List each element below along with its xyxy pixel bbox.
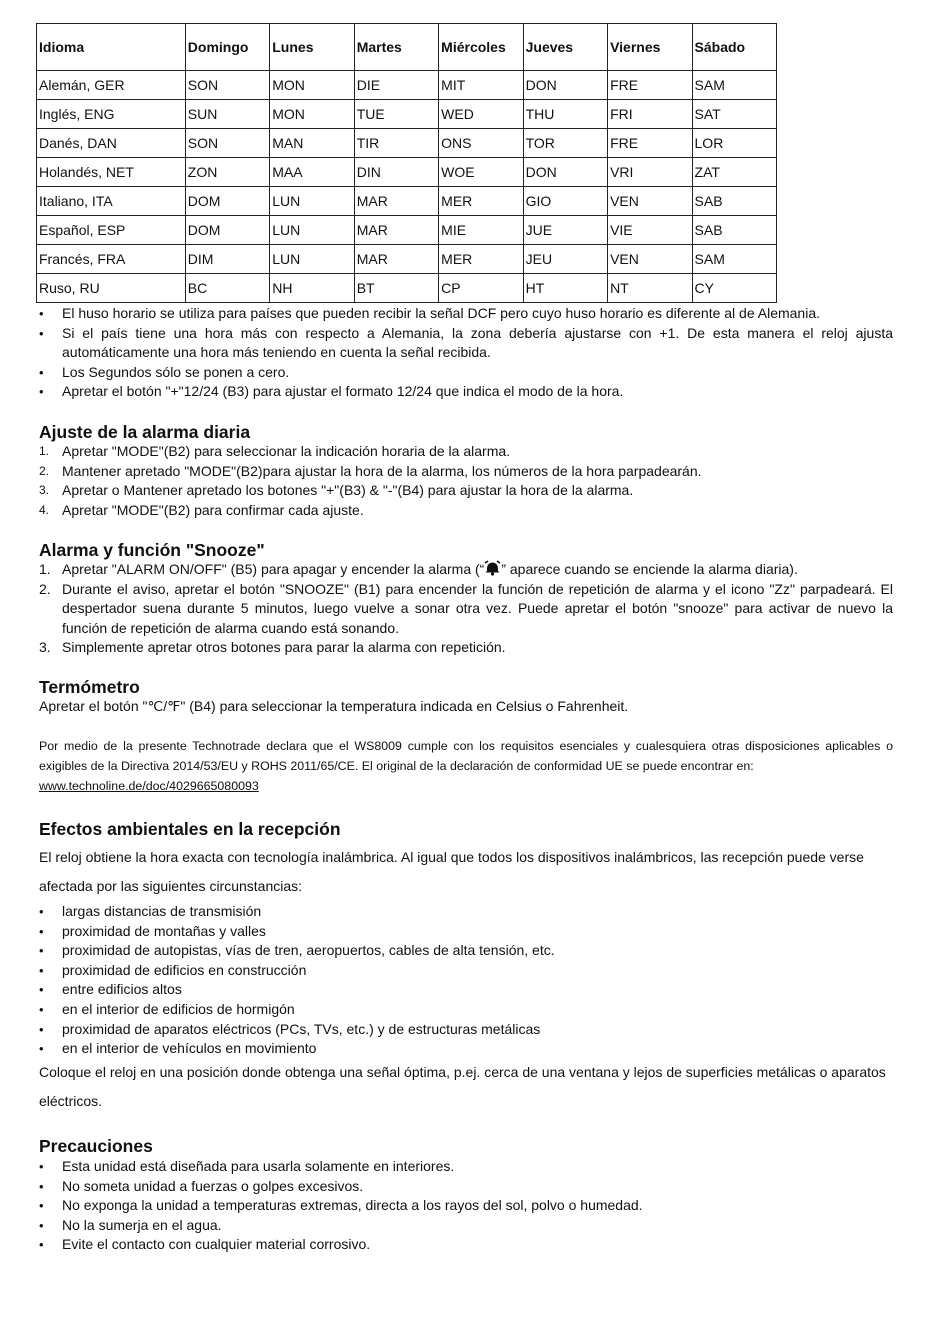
table-cell: VEN — [608, 187, 692, 216]
table-cell: FRE — [608, 71, 692, 100]
step-number: 2. — [39, 463, 50, 478]
table-cell: Inglés, ENG — [37, 100, 186, 129]
list-item: • proximidad de montañas y valles — [39, 922, 893, 942]
step-text: Simplemente apretar otros botones para parar la alarma con repetición. — [62, 639, 506, 656]
table-header-cell: Domingo — [185, 24, 269, 71]
table-cell: MON — [270, 71, 354, 100]
step-text: Durante el aviso, apretar el botón "SNOOZE" (B1) para encender la función de repetición de alarma y el icono "Zz" parpadeará. El despertador suena durante 5 minutos, luego vuelve a sonar otra vez. Puede apretar el botón "snooze" para activar de nuevo la función de repetición de alarma cuando está sonando. — [62, 580, 893, 636]
step-number: 1. — [39, 444, 50, 458]
table-cell: SAM — [692, 245, 776, 274]
table-cell: NT — [608, 274, 692, 303]
table-body — [37, 71, 777, 303]
section-title-alarm-setting: Ajuste de la alarma diaria — [39, 422, 251, 442]
table-cell: WOE — [439, 158, 523, 187]
list-item: • proximidad de autopistas, vías de tren, aeropuertos, cables de alta tensión, etc. — [39, 941, 893, 961]
alarm-bell-icon — [484, 560, 501, 576]
declaration-link[interactable]: www.technoline.de/doc/4029665080093 — [39, 779, 259, 793]
list-item: • No someta unidad a fuerzas o golpes excesivos. — [39, 1177, 893, 1197]
table-cell: JEU — [523, 245, 607, 274]
step-number: 3. — [39, 483, 50, 498]
table-cell: Alemán, GER — [37, 71, 186, 100]
table-header-cell: Martes — [354, 24, 438, 71]
table-cell: SAB — [692, 187, 776, 216]
list-item: • Los Segundos sólo se ponen a cero. — [39, 363, 893, 383]
table-cell: THU — [523, 100, 607, 129]
table-cell: ONS — [439, 129, 523, 158]
table-row — [37, 245, 777, 274]
reception-outro — [39, 1058, 893, 1116]
step-text: Apretar "MODE"(B2) para confirmar cada ajuste. — [62, 501, 364, 518]
list-item — [39, 442, 893, 462]
table-cell: CP — [439, 274, 523, 303]
list-item — [39, 560, 893, 580]
step-number: 3. — [39, 639, 51, 656]
section-title-precautions: Precauciones — [39, 1136, 153, 1156]
declaration-text: Por medio de la presente Technotrade declara que el WS8009 cumple con los requisitos esenciales y cualesquiera otras disposiciones aplicables o exigibles de la Directiva 2014/53/EU y ROHS 2011/65/CE. El original de la declaración de conformidad UE se puede encontrar en: — [39, 739, 893, 773]
table-cell: WED — [439, 100, 523, 129]
table-cell: JUE — [523, 216, 607, 245]
table-cell: BC — [185, 274, 269, 303]
alarm-setting-steps — [39, 442, 893, 520]
table-cell: ZAT — [692, 158, 776, 187]
step-number: 4. — [39, 502, 50, 517]
step-text: Apretar "MODE"(B2) para seleccionar la indicación horaria de la alarma. — [62, 443, 511, 459]
reception-intro — [39, 843, 893, 901]
list-item: • Esta unidad está diseñada para usarla solamente en interiores. — [39, 1157, 893, 1177]
table-cell: VRI — [608, 158, 692, 187]
table-cell: DIM — [185, 245, 269, 274]
table-cell: MER — [439, 245, 523, 274]
table-cell: MON — [270, 100, 354, 129]
table-cell: TUE — [354, 100, 438, 129]
list-item: • Apretar el botón "+"12/24 (B3) para ajustar el formato 12/24 que indica el modo de la hora. — [39, 382, 893, 402]
list-item: • en el interior de vehículos en movimiento — [39, 1039, 893, 1059]
table-cell: Francés, FRA — [37, 245, 186, 274]
thermometer-text — [39, 697, 893, 717]
table-cell: MER — [439, 187, 523, 216]
list-item: • El huso horario se utiliza para países que pueden recibir la señal DCF pero cuyo huso horario es diferente al de Alemania. — [39, 304, 893, 324]
table-cell: HT — [523, 274, 607, 303]
table-cell: SAT — [692, 100, 776, 129]
list-item — [39, 462, 893, 482]
table-cell: NH — [270, 274, 354, 303]
table-cell: SON — [185, 129, 269, 158]
list-item: • proximidad de edificios en construcción — [39, 961, 893, 981]
paragraph: Coloque el reloj en una posición donde obtenga una señal óptima, p.ej. cerca de una ventana y lejos de superficies metálicas o aparatos eléctricos. — [39, 1064, 886, 1109]
table-cell: DOM — [185, 187, 269, 216]
precautions-bullets — [39, 1157, 893, 1255]
list-item — [39, 481, 893, 501]
table-cell: Holandés, NET — [37, 158, 186, 187]
list-item: • proximidad de aparatos eléctricos (PCs, TVs, etc.) y de estructuras metálicas — [39, 1020, 893, 1040]
table-cell: MAR — [354, 216, 438, 245]
table-header-row — [37, 24, 777, 71]
table-cell: LUN — [270, 216, 354, 245]
table-cell: MAA — [270, 158, 354, 187]
table-cell: VIE — [608, 216, 692, 245]
table-cell: LUN — [270, 187, 354, 216]
table-cell: MAR — [354, 245, 438, 274]
table-cell: SAM — [692, 71, 776, 100]
table-cell: Italiano, ITA — [37, 187, 186, 216]
step-text: Apretar "ALARM ON/OFF" (B5) para apagar y encender la alarma (“ — [62, 561, 485, 577]
table-row — [37, 71, 777, 100]
step-number: 1. — [39, 561, 51, 577]
table-cell: TOR — [523, 129, 607, 158]
table-row — [37, 158, 777, 187]
table-cell: SAB — [692, 216, 776, 245]
step-text: Apretar o Mantener apretado los botones "+"(B3) & "-"(B4) para ajustar la hora de la alarma. — [62, 482, 634, 499]
section-title-reception: Efectos ambientales en la recepción — [39, 819, 341, 839]
table-cell: MAN — [270, 129, 354, 158]
step-number: 2. — [39, 580, 51, 597]
table-header-cell: Viernes — [608, 24, 692, 71]
table-row — [37, 187, 777, 216]
table-cell: LUN — [270, 245, 354, 274]
list-item: • Si el país tiene una hora más con respecto a Alemania, la zona debería ajustarse con +1. De esta manera el reloj ajusta automáticamente una hora más teniendo en cuenta la señal recibida. — [39, 324, 893, 363]
paragraph: Apretar el botón "℃/℉" (B4) para seleccionar la temperatura indicada en Celsius o Fahrenheit. — [39, 698, 629, 714]
table-cell: MIT — [439, 71, 523, 100]
table-cell: MAR — [354, 187, 438, 216]
table-cell: FRI — [608, 100, 692, 129]
table-cell: DON — [523, 71, 607, 100]
list-item: • entre edificios altos — [39, 980, 893, 1000]
snooze-steps — [39, 560, 893, 658]
weekday-language-table — [36, 23, 777, 303]
table-row — [37, 100, 777, 129]
table-cell: Español, ESP — [37, 216, 186, 245]
table-cell: VEN — [608, 245, 692, 274]
list-item: • largas distancias de transmisión — [39, 902, 893, 922]
table-cell: GIO — [523, 187, 607, 216]
table-cell: Ruso, RU — [37, 274, 186, 303]
table-cell: MIE — [439, 216, 523, 245]
table-header-cell: Jueves — [523, 24, 607, 71]
table-cell: LOR — [692, 129, 776, 158]
table-cell: Danés, DAN — [37, 129, 186, 158]
table-cell: TIR — [354, 129, 438, 158]
section-title-snooze: Alarma y función "Snooze" — [39, 540, 265, 560]
table-row — [37, 129, 777, 158]
list-item — [39, 638, 893, 658]
table-cell: DON — [523, 158, 607, 187]
table-cell: ZON — [185, 158, 269, 187]
table-cell: DIN — [354, 158, 438, 187]
table-cell: CY — [692, 274, 776, 303]
list-item — [39, 580, 893, 639]
table-cell: SUN — [185, 100, 269, 129]
conformity-declaration — [39, 736, 893, 796]
table-row — [37, 274, 777, 303]
list-item — [39, 501, 893, 521]
paragraph: El reloj obtiene la hora exacta con tecnología inalámbrica. Al igual que todos los dispositivos inalámbricos, las recepción puede verse afectada por las siguientes circunstancias: — [39, 849, 864, 894]
list-item: • No la sumerja en el agua. — [39, 1216, 893, 1236]
table-cell: BT — [354, 274, 438, 303]
table-header-cell: Miércoles — [439, 24, 523, 71]
list-item: • No exponga la unidad a temperaturas extremas, directa a los rayos del sol, polvo o humedad. — [39, 1196, 893, 1216]
table-cell: DOM — [185, 216, 269, 245]
reception-bullets — [39, 902, 893, 1059]
timezone-notes — [39, 304, 893, 402]
section-title-thermometer: Termómetro — [39, 677, 140, 697]
table-cell: SON — [185, 71, 269, 100]
list-item: • Evite el contacto con cualquier material corrosivo. — [39, 1235, 893, 1255]
list-item: • en el interior de edificios de hormigón — [39, 1000, 893, 1020]
table-cell: FRE — [608, 129, 692, 158]
table-row — [37, 216, 777, 245]
table-cell: DIE — [354, 71, 438, 100]
table-header-cell: Sábado — [692, 24, 776, 71]
table-header-cell: Idioma — [37, 24, 186, 71]
step-text: Mantener apretado "MODE"(B2)para ajustar la hora de la alarma, los números de la hora parpadearán. — [62, 462, 702, 479]
step-text: ” aparece cuando se enciende la alarma diaria). — [501, 561, 798, 577]
table-header-cell: Lunes — [270, 24, 354, 71]
